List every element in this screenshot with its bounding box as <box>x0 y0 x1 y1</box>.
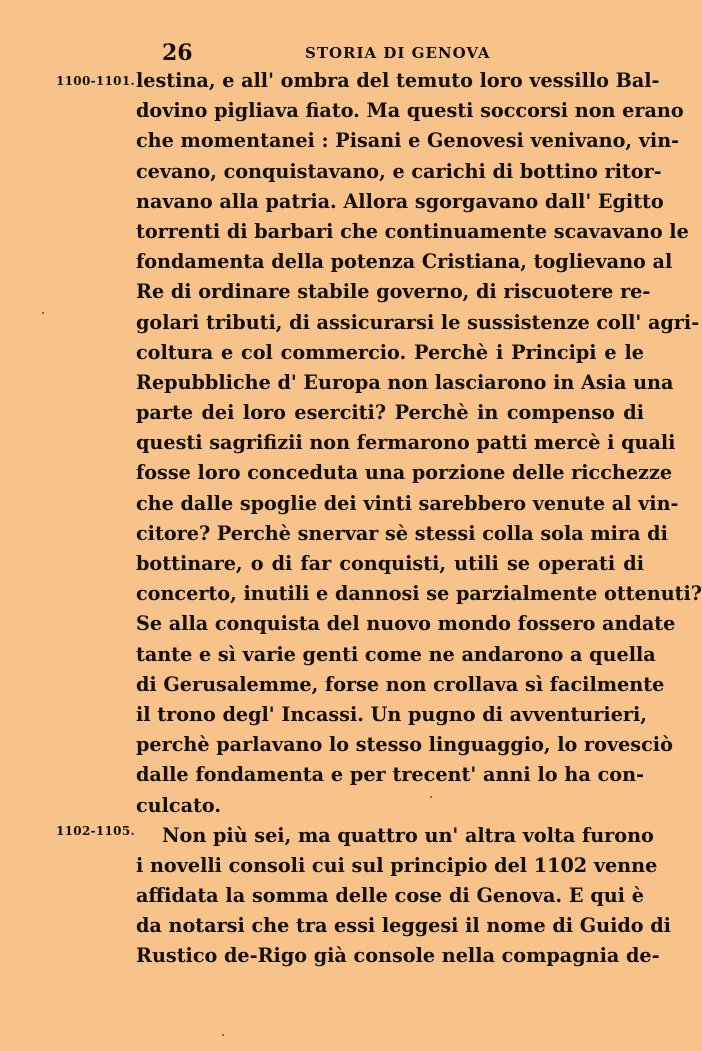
paragraph <box>136 66 702 821</box>
text-line: navano alla patria. Allora sgorgavano dall' Egitto <box>136 189 664 213</box>
text-line: da notarsi che tra essi leggesi il nome di Guido di <box>136 914 671 938</box>
paper-speck <box>430 796 432 798</box>
paper-speck <box>222 1034 224 1036</box>
text-line: Non più sei, ma quattro un' altra volta furono <box>162 823 654 847</box>
text-line: fondamenta della potenza Cristiana, toglievano al <box>136 250 673 274</box>
text-line: di Gerusalemme, forse non crollava sì facilmente <box>136 672 665 696</box>
text-line: citore? Perchè snervar sè stessi colla sola mira di <box>136 521 668 545</box>
text-line: torrenti di barbari che continuamente scavavano le <box>136 219 689 243</box>
running-title: STORIA DI GENOVA <box>305 44 491 62</box>
paragraph <box>136 821 671 972</box>
text-line: che momentanei : Pisani e Genovesi venivano, vin- <box>136 129 680 153</box>
text-line: parte dei loro eserciti? Perchè in compenso di <box>136 401 644 425</box>
text-line: tante e sì varie genti come ne andarono a quella <box>136 642 656 666</box>
paper-speck <box>42 312 44 314</box>
text-line: dovino pigliava fiato. Ma questi soccorsi non erano <box>136 99 684 123</box>
text-line: i novelli consoli cui sul principio del 1102 venne <box>136 853 658 877</box>
text-line: Se alla conquista del nuovo mondo fossero andate <box>136 612 676 636</box>
text-line: Repubbliche d' Europa non lasciarono in Asia una <box>136 370 674 394</box>
text-line: dalle fondamenta e per trecent' anni lo ha con- <box>136 763 644 787</box>
text-line: che dalle spoglie dei vinti sarebbero venute al vin- <box>136 491 679 515</box>
text-line: golari tributi, di assicurarsi le sussistenze coll' agri- <box>136 310 700 334</box>
text-line: Re di ordinare stabile governo, di riscuotere re- <box>136 280 651 304</box>
body-text <box>136 66 702 972</box>
text-line: lestina, e all' ombra del temuto loro vessillo Bal- <box>136 69 660 92</box>
text-line: Rustico de-Rigo già console nella compagnia de- <box>136 944 660 968</box>
text-line: culcato. <box>136 793 222 817</box>
text-line: il trono degl' Incassi. Un pugno di avventurieri, <box>136 702 647 726</box>
page-number: 26 <box>162 40 193 66</box>
text-line: perchè parlavano lo stesso linguaggio, lo rovesciò <box>136 733 673 757</box>
text-line: concerto, inutili e dannosi se parzialmente ottenuti? <box>136 582 702 606</box>
text-line: fosse loro conceduta una porzione delle ricchezze <box>136 461 673 485</box>
margin-note-years: 1102-1105. <box>56 824 135 838</box>
text-line: cevano, conquistavano, e carichi di bottino ritor- <box>136 159 662 183</box>
text-line: bottinare, o di far conquisti, utili se operati di <box>136 552 644 575</box>
text-line: questi sagrifizii non fermarono patti mercè i quali <box>136 431 676 455</box>
margin-note-years: 1100-1101. <box>56 74 135 88</box>
text-line: coltura e col commercio. Perchè i Principi e le <box>136 340 644 364</box>
page-header <box>0 40 700 68</box>
text-line: affidata la somma delle cose di Genova. E qui è <box>136 884 644 908</box>
